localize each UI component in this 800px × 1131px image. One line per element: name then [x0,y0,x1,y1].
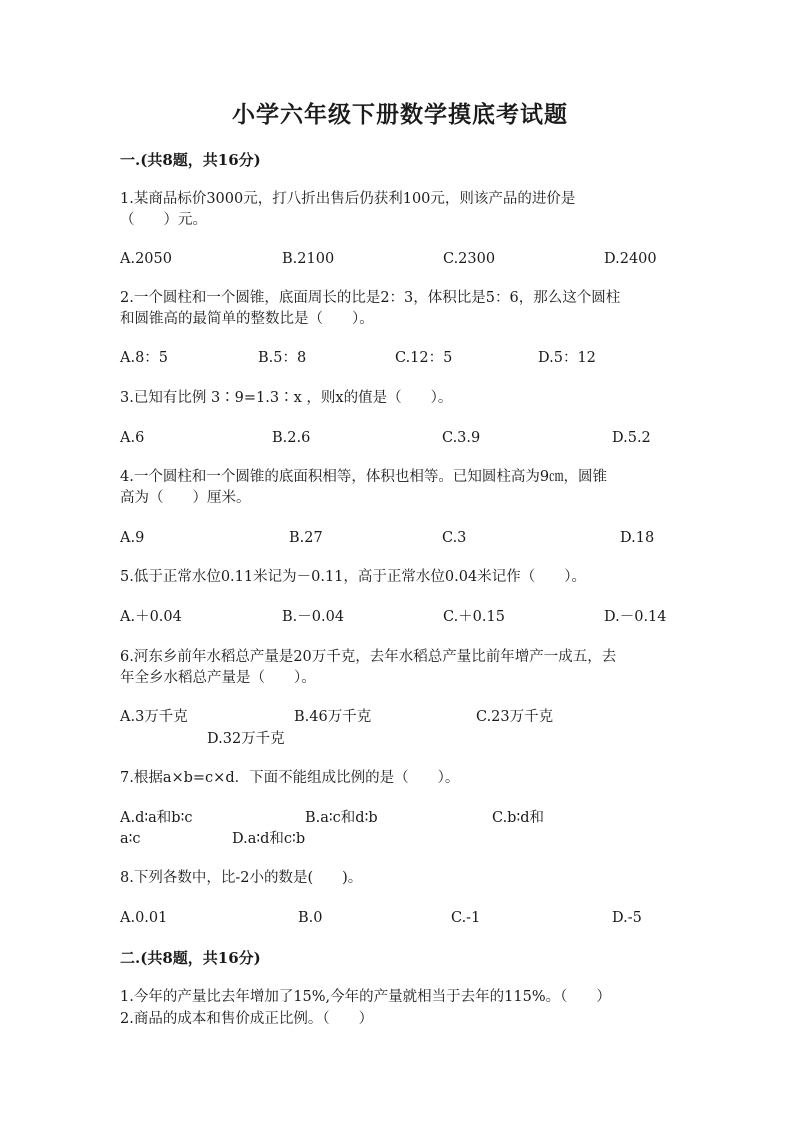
question-text: 2.一个圆柱和一个圆锥，底面周长的比是2：3，体积比是5：6，那么这个圆柱 [120,290,621,306]
option-b: B.a∶c和d∶b [305,810,378,826]
option-d: D.a∶d和c∶b [232,831,306,847]
question-text: 8.下列各数中，比-2小的数是( )。 [120,870,363,886]
question-text: （ ）元。 [120,212,207,228]
question-text: 7.根据a×b=c×d．下面不能组成比例的是（ ）。 [120,770,460,786]
question-text: 6.河东乡前年水稻总产量是20万千克，去年水稻总产量比前年增产一成五，去 [120,649,617,665]
question-text: 年全乡水稻总产量是（ ）。 [120,670,316,686]
option-a: A.9 [120,530,145,546]
option-a: A.d∶a和b∶c [120,810,193,826]
option-b: B.27 [289,530,323,546]
option-d: D.-5 [612,910,642,926]
option-d: D.2400 [604,251,657,267]
option-b: B.2100 [282,251,335,267]
option-c: C.3 [442,530,467,546]
option-a: A.2050 [120,251,172,267]
question-text: 高为（ ）厘米。 [120,490,251,506]
option-c: C.3.9 [442,430,481,446]
option-c: C.12：5 [395,350,453,366]
option-b: B.0 [298,910,323,926]
question-text: 和圆锥高的最简单的整数比是（ ）。 [120,311,374,327]
option-a: A.＋0.04 [120,609,182,625]
option-c: C.2300 [443,251,496,267]
option-a: A.6 [120,430,145,446]
option-b: B.－0.04 [282,609,345,625]
option-d: D.5.2 [612,430,651,446]
option-c-cont: a∶c [120,831,141,847]
section-2-header: 二.(共8题，共16分) [120,949,261,967]
option-c: C.b∶d和 [492,810,545,826]
option-c: C.＋0.15 [443,609,505,625]
option-d: D.－0.14 [604,609,667,625]
option-d: D.32万千克 [207,731,285,747]
question-text: 3.已知有比例 3∶9=1.3∶x ，则x的值是（ ）。 [120,390,453,406]
option-d: D.5：12 [538,350,596,366]
option-b: B.5：8 [258,350,307,366]
option-b: B.2.6 [272,430,311,446]
question-text: 4.一个圆柱和一个圆锥的底面积相等，体积也相等。已知圆柱高为9㎝，圆锥 [120,469,608,485]
option-a: A.3万千克 [120,709,188,725]
question-text: 1.某商品标价3000元，打八折出售后仍获利100元，则该产品的进价是 [120,191,576,207]
judgment-item-1: 1.今年的产量比去年增加了15%,今年的产量就相当于去年的115%。（ ） [120,989,611,1005]
section-1-header: 一.(共8题，共16分) [120,151,261,169]
option-b: B.46万千克 [294,709,372,725]
page-title: 小学六年级下册数学摸底考试题 [232,101,568,128]
question-text: 5.低于正常水位0.11米记为－0.11，高于正常水位0.04米记作（ ）。 [120,569,586,585]
option-a: A.0.01 [120,910,168,926]
judgment-item-2: 2.商品的成本和售价成正比例。（ ） [120,1011,374,1027]
option-d: D.18 [620,530,655,546]
option-c: C.-1 [451,910,481,926]
option-a: A.8：5 [120,350,169,366]
option-c: C.23万千克 [476,709,554,725]
